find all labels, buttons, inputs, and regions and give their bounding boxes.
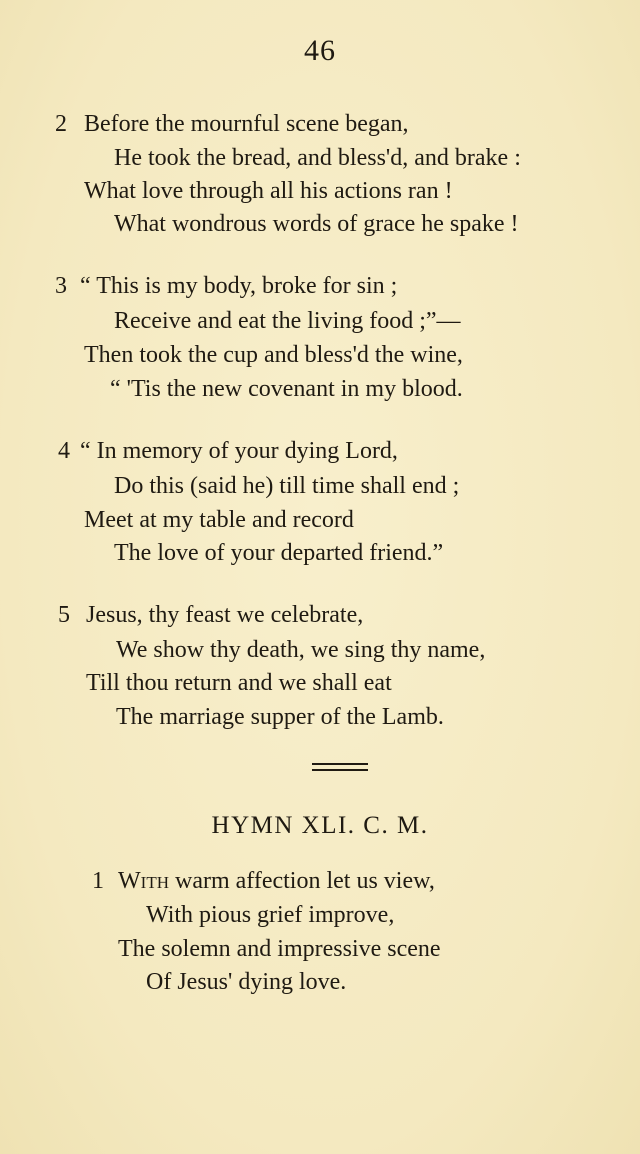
verse-line: Do this (said he) till time shall end ;: [114, 473, 460, 499]
verse-line: Then took the cup and bless'd the wine,: [84, 342, 463, 368]
verse-line: Receive and eat the living food ;”—: [114, 308, 461, 334]
stanza-number: 1: [92, 868, 104, 894]
verse-line: He took the bread, and bless'd, and brake :: [114, 145, 521, 171]
verse-line: The love of your departed friend.”: [114, 540, 444, 566]
verse-line: We show thy death, we sing thy name,: [116, 637, 486, 663]
verse-line-rest: warm affection let us view,: [168, 868, 435, 894]
verse-line: Of Jesus' dying love.: [146, 969, 347, 995]
verse-line: The solemn and impressive scene: [118, 936, 441, 962]
verse-line: The marriage supper of the Lamb.: [116, 704, 444, 730]
verse-line: “ This is my body, broke for sin ;: [80, 273, 398, 299]
stanza-number: 5: [58, 602, 70, 628]
verse-line: What love through all his actions ran !: [84, 178, 453, 204]
divider-rule: [312, 763, 368, 765]
verse-line: With pious grief improve,: [146, 902, 395, 928]
verse-line: Before the mournful scene began,: [84, 111, 409, 137]
stanza-number: 3: [55, 273, 67, 299]
stanza-number: 2: [55, 111, 67, 137]
verse-line: “ In memory of your dying Lord,: [80, 438, 398, 464]
stanza-number: 4: [58, 438, 70, 464]
page-number: 46: [304, 34, 336, 67]
drop-word: With: [118, 868, 169, 894]
verse-line: [118, 869, 435, 893]
verse-line: Meet at my table and record: [84, 507, 354, 533]
divider-rule: [312, 769, 368, 771]
verse-line: “ 'Tis the new covenant in my blood.: [110, 376, 463, 402]
verse-line: Jesus, thy feast we celebrate,: [86, 602, 364, 628]
verse-line: What wondrous words of grace he spake !: [114, 211, 519, 237]
verse-line: Till thou return and we shall eat: [86, 670, 392, 696]
hymn-title: HYMN XLI. C. M.: [211, 812, 429, 839]
